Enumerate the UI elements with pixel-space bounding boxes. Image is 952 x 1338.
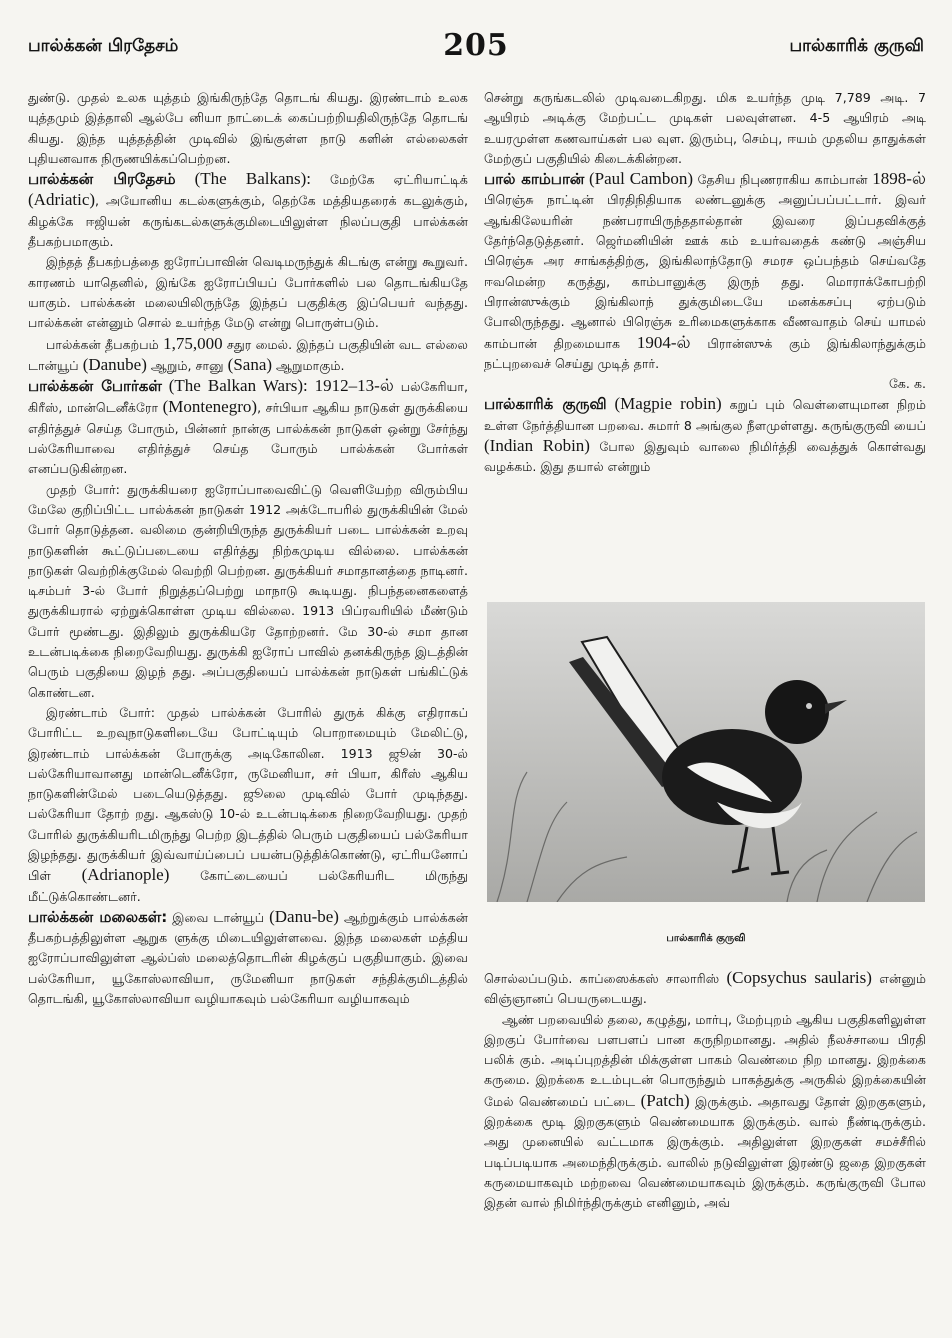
- paragraph: இந்தத் தீபகற்பத்தை ஐரோப்பாவின் வெடிமருந்துக் கிடங்கு என்று கூறுவர். காரணம் யாதெனில், இங்கே ஐரோப்பியப் போர்களில் பல தொடங்கியதே யாகும். பால்க்கன் மலையிலிருந்தே இந்தப் பகுதிக்கு இப்பெயர் வந்தது. பால்க்கன் என்னும் சொல் உயர்ந்த மேடு என்று பொருள்படும்.: [28, 254, 468, 331]
- paragraph: துண்டு. முதல் உலக யுத்தம் இங்கிருந்தே தொடங் கியது. இரண்டாம் உலக யுத்தமும் இத்தாலி ஆல்பே னியா நாட்டைக் கைப்பற்றியதிலிருந்தே தொடங் கியது. இந்த யுத்தத்தின் முடிவில் இங்குள்ள நாடு களின் எல்லைகள் புதியனவாக நிருணயிக்கப்பெற்றன.: [28, 90, 468, 166]
- text-run: என்னும் விஞ்ஞானப் பெயருடையது.: [484, 971, 926, 1007]
- text-run: கோட்டையைப் பல்கேரியரிட மிருந்து மீட்டுக்கொண்டனர்.: [28, 868, 469, 904]
- right-column: [484, 88, 926, 478]
- bird-head: [765, 680, 829, 744]
- latin-term: (Patch): [640, 1090, 690, 1110]
- year: 1904-ல்: [636, 332, 691, 352]
- text-run: பால்க்கன் தீபகற்பம்: [46, 336, 164, 352]
- paragraph: சென்று கருங்கடலில் முடிவடைகிறது. மிக உயர்ந்த முடி 7,789 அடி. 7 ஆயிரம் அடிக்கு மேற்பட்ட முடிகள் பலவுள்ளன. 4-5 ஆயிரம் அடி உயரமுள்ள கணவாய்கள் பல வுள. இரும்பு, செம்பு, ஈயம் முதலிய தாதுக்கள் மேற்குப் பகுதியில் கிடைக்கின்றன.: [484, 90, 926, 166]
- bird-drawing: [487, 602, 925, 902]
- header-right-title: பால்காரிக் குருவி: [789, 36, 924, 56]
- latin-term: (Sana): [227, 354, 273, 374]
- latin-term: (Montenegro): [162, 397, 258, 417]
- latin-term: (Danu-be): [269, 906, 339, 926]
- text-run: இருக்கும். அதாவது தோள் இறகுகளும், இறக்கை மூடி இறகுகளும் வெண்மையாக இருக்கும். வால் நீண்டிருக்கும். அது முனையில் வட்டமாக இருக்கும். அதிலுள்ள இறகுகள் சமச்சீரில் படிப்படியாக அமைந்திருக்கும். வாலில் நடுவிலுள்ள இரண்டு ஜதை இறகுகள் கருமையாகவும் மற்றவை வெண்மையாகவும் இருக்கும். கருங்குருவி போல இதன் வால் நிமிர்ந்திருக்கும் எனினும், அவ்: [484, 1093, 926, 1211]
- paragraph: [484, 968, 926, 1010]
- text-run: இவை டான்யூப்: [167, 909, 270, 925]
- header-left-title: பால்க்கன் பிரதேசம்: [28, 36, 179, 56]
- right-column-continued: [484, 968, 926, 1214]
- latin-term: (Copsychus saularis): [726, 968, 872, 987]
- text-run: , அயோனிய கடல்களுக்கும், தெற்கே மத்தியதரைக் கடலுக்கும், கிழக்கே ஈஜியன் கருங்கடல்களுக்குமிடையிலுள்ள நிலப்பகுதி பால்க்கன் தீபகற்பமாகும்.: [28, 193, 468, 250]
- text-run: சதுர மைல். இந்தப் பகுதியின் வட எல்லை டான்யூப்: [28, 336, 468, 373]
- latin-term: (Adriatic): [28, 190, 96, 210]
- text-run: மேற்கே ஏட்ரியாட்டிக்: [311, 172, 468, 188]
- author-signature: கே. க.: [888, 376, 926, 392]
- latin-term: (Adrianople): [81, 865, 170, 885]
- entry-title: பால்க்கன் பிரதேசம்: [28, 170, 176, 189]
- year: 1898-ல்: [872, 169, 926, 189]
- text-run: இரண்டாம் போர்: முதல் பால்க்கன் போரில் துருக் கிக்கு எதிராகப் போரிட்ட உறவுநாடுகளிடையே போட்டியும் பொறாமையும் மேலிட்டு, இரண்டாம் பால்க்கன் போருக்கு அடிகோலின. 1913 ஜூன் 30-ல் பல்கேரியாவானது மான்டெனீக்ரோ, ருமேனியா, சர் பியா, கிரீஸ் ஆகிய நாடுகளின்மேல் படையெடுத்தது. ஜூலை முடிவில் போர் முடிந்தது. பல்கேரியா தோற் றது. ஆகஸ்டு 10-ல் உடன்படிக்கை நிறைவேறியது. முதற் போரில் துருக்கியரிடமிருந்து பெற்ற இடத்தில் பெரும் பகுதியைப் பல்கேரியா இழந்தது. துருக்கியர் இவ்வாய்ப்பைப் பயன்படுத்திக்கொண்டு, ஏட்ரியனோப் பிள்: [28, 704, 468, 884]
- entry-latin-name: (Magpie robin): [614, 394, 722, 414]
- paragraph: [28, 703, 468, 907]
- entry-title: பால் காம்பான்: [484, 170, 585, 189]
- text-run: பிரெஞ்சு நாட்டின் பிரதிநிதியாக லண்டனுக்கு அனுப்பப்பட்டார். இவர் ஆங்கிலேயரின் நண்பராயிருந்ததால்தான் இவரை இப்பதவிக்குத் தேர்ந்தெடுத்தனர். ஜெர்மனியின் ஊக் கம் உயர்வதைக் கண்டு அஞ்சிய பிரெஞ்சு அர சாங்கத்திற்கு, இங்கிலாந்தோடு சமரச ஒப்பந்தம் செய்வதே ஈவமென்ற கருத்து, காம்பானுக்கு இருந் தது. மொராக்கோபற்றி பிரான்ஸுக்கும் இங்கிலாந் துக்குமிடையே மனக்கசப்பு ஏற்படும் போலிருந்தது. ஆனால் பிரெஞ்சு உரிமைகளுக்காக வீணவாதம் செய் யாமல் காம்பான் திறமையாக: [484, 192, 926, 351]
- page-number: 205: [443, 28, 509, 63]
- number: 1,75,000: [163, 333, 223, 353]
- text-run: , சர்பியா ஆகிய நாடுகள் துருக்கியை எதிர்த்துச் செய்த போரும், பின்னர் நான்கு பால்க்கன் நாடுகள் ஒன்று சேர்ந்து பல்கேரியாவை எதிர்த்துச் செய்த போரும் பால்க்கன் போர்கள் எனப்படுகின்றன.: [28, 400, 468, 477]
- running-header: [28, 28, 924, 68]
- entry-title: பால்க்கன் மலைகள்:: [28, 907, 168, 926]
- text-run: கறுப் பும் வெள்ளையுமான நிறம் உள்ள நேர்த்தியான பறவை. சுமார் 8 அங்குல நீளமுள்ளது. கருங்குருவி யைப்: [484, 397, 926, 433]
- text-run: ஆறுமாகும்.: [272, 357, 345, 373]
- left-column: [28, 88, 468, 1009]
- paragraph: முதற் போர்: துருக்கியரை ஐரோப்பாவைவிட்டு வெளியேற்ற விரும்பிய மேலே குறிப்பிட்ட பால்க்கன் நாடுகள் 1912 அக்டோபரில் துருக்கியின் மேல் போர் தொடுத்தன. வலிமை குன்றியிருந்த துருக்கியர் படை பால்க்கன் உறவு நாடுகளின் கூட்டுப்படையை எதிர்த்து நிற்கமுடிய வில்லை. பால்க்கன் நாடுகள் வெற்றிக்குமேல் வெற்றி பெற்றன. துருக்கியர் சமாதானத்தை நாடினர். டிசம்பர் 3-ல் போர் நிறுத்தப்பெற்று மாநாடு கூடியது. நிபந்தனைகளைத் துருக்கியரால் ஏற்றுக்கொள்ள முடிய வில்லை. 1913 பிப்ரவரியில் மீண்டும் போர் மூண்டது. இதிலும் துருக்கியரே தோற்றனர். மே 30-ல் சமா தான உடன்படிக்கை நிறைவேறியது. துருக்கி ஐரோப் பாவில் தனக்கிருந்த இடத்தின் பெரும் பகுதியை இழந் தது. அப்பகுதியைப் பால்க்கன் நாடுகள் பங்கிட்டுக் கொண்டன.: [28, 481, 468, 700]
- paragraph: [484, 1010, 926, 1214]
- entry-latin-name: (The Balkan Wars):: [168, 376, 308, 396]
- bird-eye: [806, 703, 812, 709]
- latin-term: (Danube): [82, 354, 147, 374]
- text-run: ஆறும், சானு: [146, 357, 228, 373]
- text-run: ஆண் பறவையில் தலை, கழுத்து, மார்பு, மேற்புறம் ஆகிய பகுதிகளிலுள்ள இறகுப் போர்வை பளபளப் பான கருநிறமானது. அதில் நீலச்சாயை பிரதி பலிக் கும். அடிப்புறத்தின் மிக்குள்ள பாகம் வெண்மை நிற மானது. இறக்கை கருமை. இறக்கை உடம்புடன் பொருந்தும் பாகத்துக்கு அருகில் இறக்கையின் மேல் வெண்மைப் பட்டை: [484, 1011, 927, 1109]
- entry-title: பால்க்கன் போர்கள்: [28, 377, 162, 396]
- text-run: சொல்லப்படும். காப்ஸைக்கஸ் சாலாரிஸ்: [484, 971, 727, 986]
- text-run: தேசிய நிபுணராகிய காம்பான்: [692, 172, 873, 188]
- paragraph: [28, 334, 468, 377]
- entry-latin-name: (Paul Cambon): [588, 169, 693, 189]
- text-run: பிரான்ஸுக் கும் இங்கிலாந்துக்கும் நட்புறவைச் செய்து முடித் தார்.: [484, 335, 926, 371]
- text-run: ஆற்றுக்கும் பால்க்கன் தீபகற்பத்திலுள்ள ஆறுக ளுக்கு மிடையிலுள்ளவை. இந்த மலைகள் மத்திய ஐரோப்பாவிலுள்ள ஆல்ப்ஸ் மலைத்தொடரின் கிழக்குப் பகுதியாகும். இவை பல்கேரியா, யூகோஸ்லாவியா, ருமேனியா நாடுகள் சந்திக்குமிடத்தில் தொடங்கி, யூகோஸ்லாவியா வழியாகவும் பல்கேரியா வழியாகவும்: [28, 909, 468, 1007]
- text-run: போல இதுவும் வாலை நிமிர்த்தி வைத்துக் கொள்வது வழக்கம். இது தயால் என்றும்: [484, 439, 926, 475]
- text-run: பல்கேரியா, கிரீஸ், மான்டெனீக்ரோ: [28, 379, 469, 416]
- entry-title: பால்காரிக் குருவி: [484, 395, 607, 414]
- entry-latin-name: (The Balkans):: [194, 169, 312, 189]
- years: 1912–13-ல்: [314, 376, 394, 396]
- latin-term: (Indian Robin): [484, 436, 590, 456]
- figure-caption: பால்காரிக் குருவி: [666, 933, 746, 944]
- magpie-robin-illustration: [487, 602, 925, 902]
